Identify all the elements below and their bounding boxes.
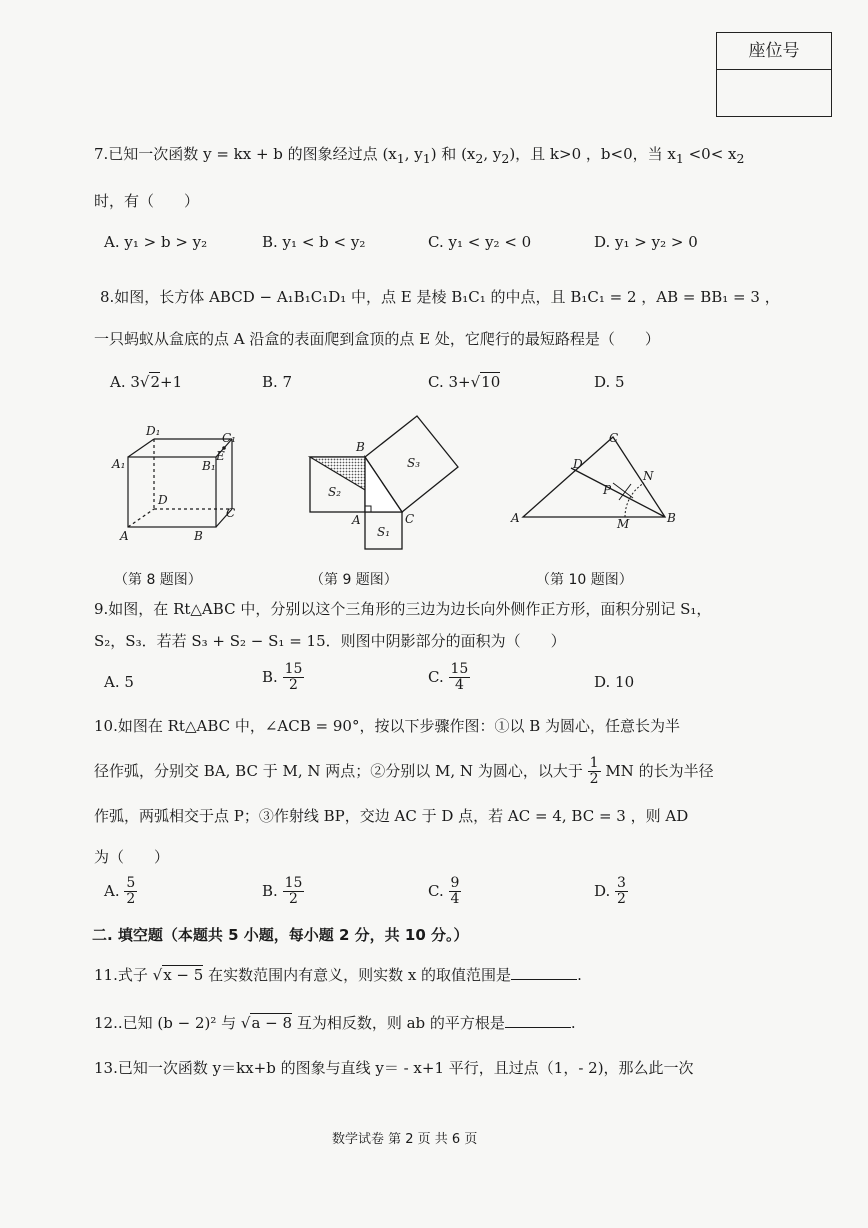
- q9-option-b: [262, 662, 304, 694]
- q10-line2-b: MN 的长为半径: [605, 761, 714, 780]
- fig8-label-b1: B₁: [202, 459, 216, 473]
- q8-option-a-radicand: 2: [150, 373, 161, 391]
- q8-line1: 8.如图，长方体 ABCD − A₁B₁C₁D₁ 中，点 E 是棱 B₁C₁ 的中点，且 B₁C₁ = 2 ，AB = BB₁ = 3 ，: [100, 288, 780, 306]
- q7-text-i: )，且 k>0 ，b<0，当 x: [509, 145, 676, 163]
- q11-answer-blank[interactable]: [511, 967, 577, 980]
- fig8-label-d1: D₁: [146, 424, 161, 438]
- fig9-label-s2: S₂: [328, 485, 342, 499]
- q11-pre: 11.式子: [94, 966, 153, 984]
- fig10-label-c: C: [609, 431, 619, 445]
- q9-line1: 9.如图，在 Rt△ABC 中，分别以这个三角形的三边为边长向外侧作正方形，面积分别记 S₁，: [94, 600, 712, 618]
- q10-option-c-fraction: [449, 876, 462, 908]
- q8-option-c-pre: C. 3+: [428, 373, 471, 391]
- fig8-label-a1: A₁: [112, 457, 126, 471]
- fraction-numerator: 9: [450, 875, 460, 891]
- q10-line4: 为（ ）: [94, 848, 170, 866]
- q7-line1: [94, 143, 744, 166]
- q9-option-b-fraction: [283, 662, 305, 694]
- q10-option-a-pre: A.: [104, 881, 120, 900]
- q7-text-e: ) 和 (x: [430, 145, 476, 163]
- q12-post: 互为相反数，则 ab 的平方根是: [292, 1014, 505, 1032]
- q11-post: 在实数范围内有意义，则实数 x 的取值范围是: [203, 966, 512, 984]
- fig8-label-e: E: [216, 449, 225, 463]
- fig10-label-d: D: [573, 457, 583, 471]
- q10-half-fraction: [588, 756, 601, 788]
- q8-option-a-pre: A. 3: [110, 373, 140, 391]
- q9-option-d: D. 10: [594, 673, 635, 691]
- fig8-label-b: B: [194, 529, 203, 543]
- q9-option-a: A. 5: [104, 673, 134, 691]
- seat-number-box: [716, 32, 832, 117]
- fraction-denominator: 4: [450, 891, 460, 908]
- q7-sub: 2: [475, 151, 484, 166]
- q10-option-d-pre: D.: [594, 881, 611, 900]
- q8-option-b: B. 7: [262, 373, 293, 391]
- q8-option-c: C. 3+√10: [428, 373, 501, 391]
- q7-sub: 2: [736, 151, 745, 166]
- q7-text-c: , y: [404, 145, 423, 163]
- q10-line3: 作弧，两弧相交于点 P；③作射线 BP，交边 AC 于 D 点，若 AC = 4, BC = 3 ，则 AD: [94, 807, 689, 825]
- q7-option-a: A. y₁ > b > y₂: [104, 233, 208, 251]
- fig10-label-m: M: [617, 517, 630, 528]
- q9-option-c-fraction: [449, 662, 471, 694]
- fraction-denominator: 2: [126, 891, 136, 908]
- q7-option-c: C. y₁ < y₂ < 0: [428, 233, 532, 251]
- fig10-label-n: N: [643, 469, 654, 483]
- q10-option-c: [428, 876, 461, 908]
- fig9-label-b: B: [356, 440, 365, 454]
- seat-number-label: 座位号: [717, 33, 831, 70]
- fraction-numerator: 3: [617, 875, 626, 891]
- q7-sub: 2: [501, 151, 510, 166]
- q10-option-b-pre: B.: [262, 881, 278, 900]
- fig8-label-c: C: [226, 506, 236, 520]
- fig8-label-d: D: [158, 493, 168, 507]
- fraction-denominator: 2: [289, 677, 298, 694]
- q7-line2: 时，有（ ）: [94, 192, 200, 210]
- q7-option-d: D. y₁ > y₂ > 0: [594, 233, 698, 251]
- figure-8-cuboid: [110, 420, 250, 545]
- q10-option-d-fraction: [615, 876, 628, 908]
- q12-pre: 12..已知 (b − 2)² 与: [94, 1014, 241, 1032]
- q8-option-a: A. 3√2+1: [110, 373, 183, 391]
- q11-line: 11.式子 √x − 5 在实数范围内有意义，则实数 x 的取值范围是 .: [94, 966, 582, 984]
- fig10-label-a: A: [511, 511, 520, 525]
- fraction-numerator: 1: [589, 755, 599, 771]
- figure-10-caption: （第 10 题图）: [536, 572, 633, 588]
- q12-answer-blank[interactable]: [505, 1015, 571, 1028]
- q12-radicand: a − 8: [251, 1014, 293, 1032]
- q9-option-c: [428, 662, 470, 694]
- q13-line1: 13.已知一次函数 y＝kx+b 的图象与直线 y＝ - x+1 平行，且过点（1，- 2)，那么此一次: [94, 1059, 694, 1077]
- fig9-label-s1: S₁: [377, 525, 391, 539]
- fraction-denominator: 2: [289, 891, 298, 908]
- fraction-numerator: 15: [450, 661, 469, 677]
- q9-line2: S₂，S₃．若若 S₃ + S₂ − S₁ = 15．则图中阴影部分的面积为（ ）: [94, 632, 566, 650]
- q8-option-c-radicand: 10: [481, 373, 501, 391]
- fig10-label-b: B: [667, 511, 676, 525]
- q10-line1: 10.如图在 Rt△ABC 中，∠ACB = 90°，按以下步骤作图：①以 B 为圆心，任意长为半: [94, 717, 681, 735]
- q8-line2: 一只蚂蚁从盒底的点 A 沿盒的表面爬到盒顶的点 E 处，它爬行的最短路程是（ ）: [94, 330, 660, 348]
- fraction-denominator: 2: [617, 891, 626, 908]
- figure-9-caption: （第 9 题图）: [310, 572, 398, 588]
- figure-8-caption: （第 8 题图）: [114, 572, 202, 588]
- fraction-denominator: 4: [454, 677, 464, 694]
- q7-text-a: 7.已知一次函数 y = kx + b 的图象经过点 (x: [94, 145, 397, 163]
- q10-option-a: [104, 876, 137, 908]
- fig9-label-s3: S₃: [407, 456, 421, 470]
- fraction-numerator: 15: [284, 661, 303, 677]
- fig8-label-c1: C₁: [222, 431, 236, 445]
- q9-option-b-pre: B.: [262, 667, 278, 686]
- fraction-denominator: 2: [589, 771, 599, 788]
- q7-option-b: B. y₁ < b < y₂: [262, 233, 366, 251]
- q10-line2-a: 径作弧，分别交 BA, BC 于 M, N 两点；②分别以 M, N 为圆心，以大于: [94, 761, 583, 780]
- figure-10-triangle: [505, 428, 685, 528]
- fig10-label-p: P: [603, 483, 612, 497]
- q11-radicand: x − 5: [163, 966, 204, 984]
- q10-option-d: [594, 876, 628, 908]
- fig9-label-a: A: [352, 513, 361, 527]
- q7-text-k: <0< x: [683, 145, 737, 163]
- section-2-title: 二. 填空题（本题共 5 小题，每小题 2 分，共 10 分。）: [92, 926, 469, 944]
- q7-sub: 1: [675, 151, 684, 166]
- q7-sub: 1: [422, 151, 431, 166]
- figure-9-squares: [300, 410, 470, 555]
- q8-option-a-post: +1: [160, 373, 183, 391]
- q8-option-d: D. 5: [594, 373, 625, 391]
- q10-line2: [94, 756, 714, 788]
- q12-end: .: [570, 1014, 576, 1032]
- page-footer: 数学试卷 第 2 页 共 6 页: [332, 1132, 478, 1147]
- q7-text-g: , y: [483, 145, 502, 163]
- fraction-numerator: 5: [126, 875, 136, 891]
- fig9-label-c: C: [405, 512, 415, 526]
- q10-option-a-fraction: [124, 876, 137, 908]
- q9-option-c-pre: C.: [428, 667, 444, 686]
- fig8-label-a: A: [120, 529, 129, 543]
- q11-end: .: [577, 966, 582, 984]
- q10-option-b: [262, 876, 304, 908]
- q10-option-b-fraction: [283, 876, 305, 908]
- q7-sub: 1: [396, 151, 405, 166]
- fraction-numerator: 15: [284, 875, 303, 891]
- q10-option-c-pre: C.: [428, 881, 444, 900]
- q12-line: 12..已知 (b − 2)² 与 √a − 8 互为相反数，则 ab 的平方根是 .: [94, 1014, 576, 1032]
